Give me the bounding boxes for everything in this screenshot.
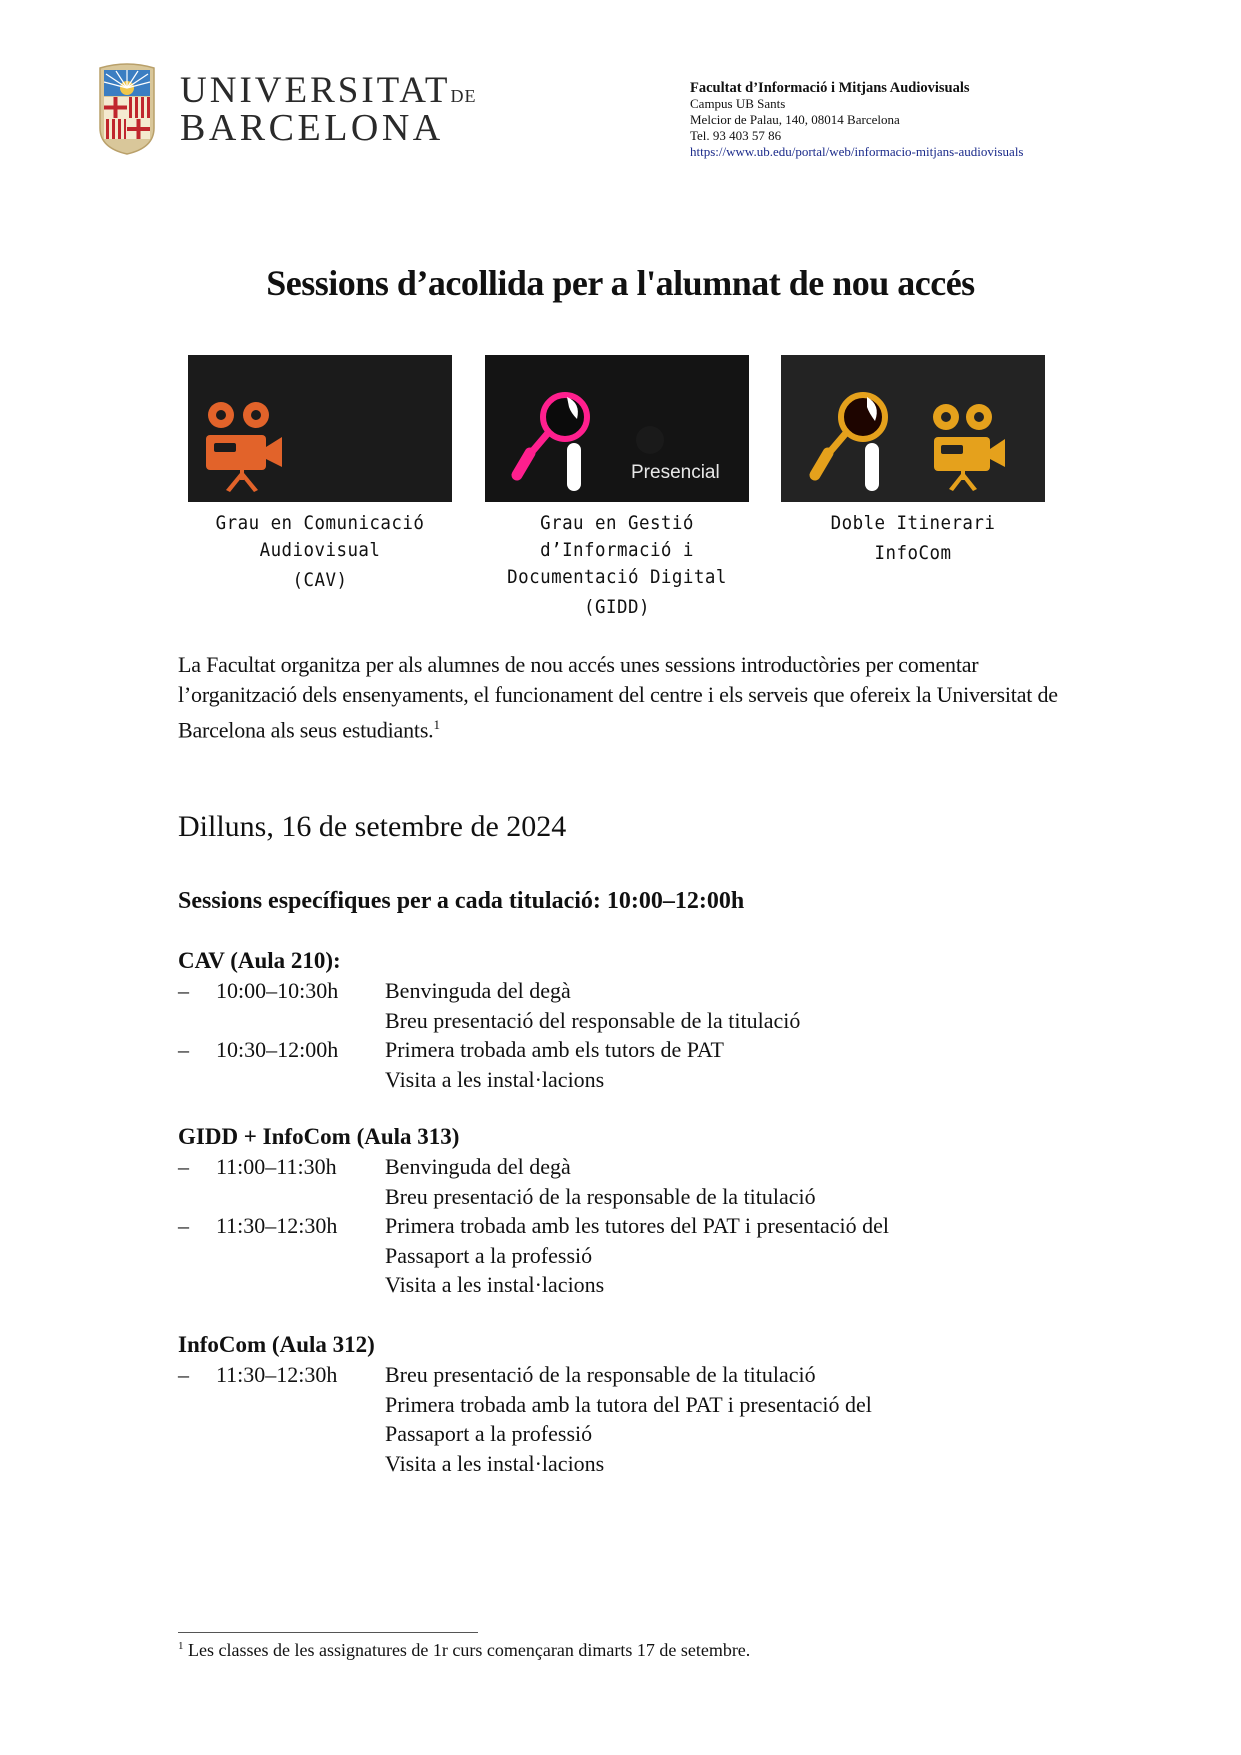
sessions-subheading: Sessions específiques per a cada titulació: 10:00–12:00h bbox=[178, 888, 745, 914]
page-title: Sessions d’acollida per a l'alumnat de nou accés bbox=[266, 263, 975, 303]
footnote-text: Les classes de les assignatures de 1r curs començaran dimarts 17 de setembre. bbox=[188, 1640, 751, 1660]
schedule-item bbox=[178, 1035, 1078, 1094]
schedule-item bbox=[178, 1152, 1078, 1211]
schedule-group-cav bbox=[178, 946, 1078, 1094]
wordmark-line1: UNIVERSITAT bbox=[180, 70, 451, 111]
caption-line: InfoCom bbox=[874, 542, 952, 564]
caption-line: Grau en Gestió bbox=[540, 512, 694, 534]
university-logo bbox=[96, 58, 477, 158]
intro-paragraph bbox=[178, 650, 1078, 745]
activity-line: Breu presentació de la responsable de la titulació bbox=[385, 1183, 816, 1209]
group-heading: CAV (Aula 210): bbox=[178, 948, 341, 973]
footnote-separator bbox=[178, 1632, 478, 1633]
caption-line: (CAV) bbox=[292, 569, 348, 591]
event-date: Dilluns, 16 de setembre de 2024 bbox=[178, 810, 567, 843]
schedule-group-gidd-infocom bbox=[178, 1122, 1078, 1300]
footnote-number: 1 bbox=[178, 1640, 184, 1652]
list-dash: – bbox=[178, 1362, 189, 1387]
time-slot: 11:30–12:30h bbox=[216, 1362, 338, 1387]
caption-line: (GIDD) bbox=[584, 596, 650, 618]
schedule-group-infocom bbox=[178, 1330, 1078, 1478]
faculty-url-link[interactable]: https://www.ub.edu/portal/web/informacio-mitjans-audiovisuals bbox=[690, 144, 1024, 159]
faculty-address: Melcior de Palau, 140, 08014 Barcelona bbox=[690, 112, 900, 127]
activity-line: Visita a les instal·lacions bbox=[385, 1272, 605, 1297]
schedule-item bbox=[178, 1360, 1078, 1478]
footnote-reference[interactable]: 1 bbox=[433, 717, 440, 732]
magnifier-camera-icon bbox=[781, 355, 1045, 502]
activity-line: Primera trobada amb els tutors de PAT bbox=[385, 1037, 724, 1062]
wordmark-de: DE bbox=[450, 86, 477, 106]
faculty-name: Facultat d’Informació i Mitjans Audiovisuals bbox=[690, 80, 970, 96]
list-dash: – bbox=[178, 1213, 189, 1238]
activity-line: Benvinguda del degà bbox=[385, 978, 571, 1003]
intro-text: La Facultat organitza per als alumnes de nou accés unes sessions introductòries per comentar l’organització dels ensenyaments, el funcionament del centre i els serveis que ofereix la Universitat de Barcelona als seus estudiants. bbox=[178, 652, 1058, 743]
footnote bbox=[178, 1640, 750, 1661]
program-tile-infocom bbox=[781, 355, 1045, 502]
film-camera-icon bbox=[188, 355, 452, 502]
activity-line: Breu presentació de la responsable de la titulació bbox=[385, 1362, 816, 1387]
schedule-item bbox=[178, 1211, 1078, 1300]
activity-line: Breu presentació del responsable de la titulació bbox=[385, 1007, 801, 1033]
time-slot: 10:00–10:30h bbox=[216, 978, 339, 1003]
activity-line: Benvinguda del degà bbox=[385, 1154, 571, 1179]
activity-line: Primera trobada amb les tutores del PAT i presentació del bbox=[385, 1213, 890, 1238]
activity-line: Passaport a la professió bbox=[385, 1242, 593, 1268]
caption-line: Audiovisual bbox=[259, 539, 381, 561]
activity-line: Primera trobada amb la tutora del PAT i presentació del bbox=[385, 1391, 872, 1417]
program-tile-cav bbox=[188, 355, 452, 502]
caption-line: Documentació Digital bbox=[507, 566, 727, 588]
faculty-campus: Campus UB Sants bbox=[690, 96, 786, 111]
activity-line: Visita a les instal·lacions bbox=[385, 1450, 605, 1476]
caption-line: d’Informació i bbox=[540, 539, 694, 561]
group-heading: InfoCom (Aula 312) bbox=[178, 1332, 375, 1357]
activity-line: Visita a les instal·lacions bbox=[385, 1066, 605, 1092]
list-dash: – bbox=[178, 978, 189, 1003]
university-wordmark bbox=[180, 72, 477, 147]
faculty-phone: Tel. 93 403 57 86 bbox=[690, 128, 782, 143]
magnifier-info-icon bbox=[485, 355, 749, 502]
list-dash: – bbox=[178, 1154, 189, 1179]
presencial-badge: Presencial bbox=[631, 462, 720, 483]
program-caption-gidd bbox=[479, 510, 755, 621]
program-caption-infocom bbox=[775, 510, 1051, 567]
caption-line: Doble Itinerari bbox=[830, 512, 996, 534]
faculty-contact-block bbox=[690, 80, 1024, 160]
program-caption-cav bbox=[182, 510, 458, 594]
schedule-item bbox=[178, 976, 1078, 1035]
program-tile-gidd bbox=[485, 355, 749, 502]
crest-icon bbox=[96, 58, 158, 158]
group-heading: GIDD + InfoCom (Aula 313) bbox=[178, 1124, 460, 1149]
activity-line: Passaport a la professió bbox=[385, 1421, 593, 1446]
time-slot: 11:30–12:30h bbox=[216, 1213, 338, 1238]
caption-line: Grau en Comunicació bbox=[215, 512, 425, 534]
list-dash: – bbox=[178, 1037, 189, 1062]
time-slot: 11:00–11:30h bbox=[216, 1154, 337, 1179]
time-slot: 10:30–12:00h bbox=[216, 1037, 339, 1062]
wordmark-line2: BARCELONA bbox=[180, 107, 444, 149]
